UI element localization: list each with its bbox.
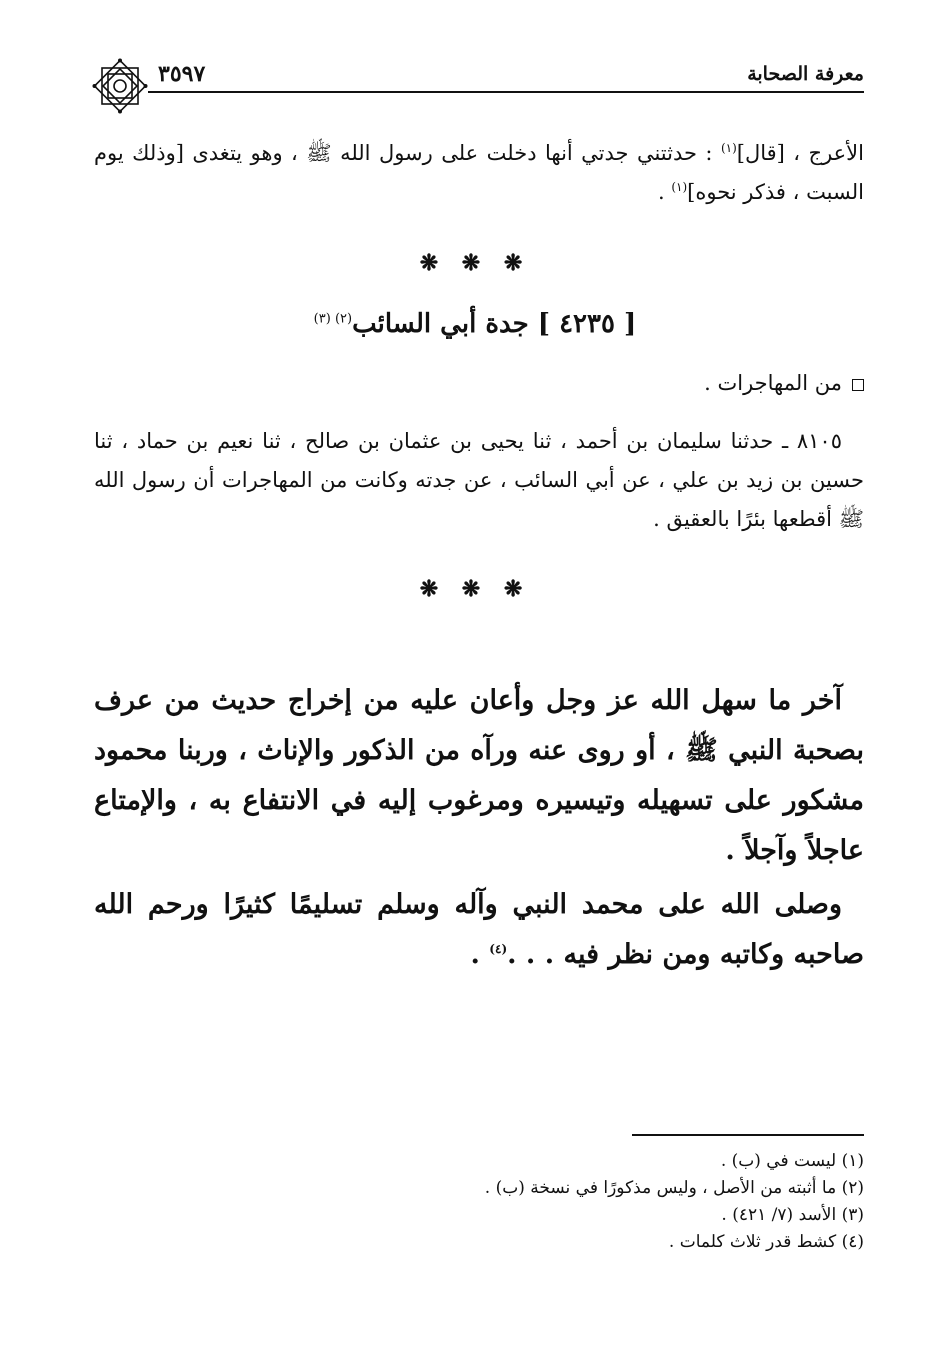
category-text: من المهاجرات . [704,371,842,395]
footnote-ref: (٢) (٣) [313,311,353,327]
running-title: معرفة الصحابة [747,63,864,85]
closing-prayer-text: وصلى الله على محمد النبي وآله وسلم تسليمًا كثيرًا ورحم الله صاحبه وكاتبه ومن نظر فيه . . . [94,889,864,970]
closing-prayer-paragraph [94,880,864,980]
square-bullet-icon [852,379,864,391]
entry-category [704,368,864,398]
paragraph-text: . [657,180,672,204]
footnote-item: (١) ليست في (ب) . [720,1151,864,1171]
footnote-item: (٢) ما أثبته من الأصل ، وليس مذكورًا في نسخة (ب) . [484,1178,864,1198]
paragraph-text: : حدثتني جدتي أنها دخلت على رسول الله ﷺ ، وهو يتغدى [وذلك يوم السبت ، فذكر نحوه] [94,141,864,204]
closing-prayer-end: . [470,939,490,970]
closing-text: آخر ما سهل الله عز وجل وأعان عليه من إخراج حديث من عرف بصحبة النبي ﷺ ، أو روى عنه ورآه من الذكور والإناث ، وربنا محمود مشكور على تسهيله وتيسيره ومرغوب إليه في الانتفاع به ، والإمتاع عاجلاً وآجلاً . [94,685,864,866]
hadith-paragraph [94,422,864,539]
footnote-ref: (١) [720,141,737,155]
continued-paragraph [94,134,864,212]
paragraph-text: الأعرج ، [قال] [736,141,864,165]
footnote-rule [632,1134,864,1136]
page-number: ٣٥٩٧ [158,61,206,87]
footnote-item: (٤) كشط قدر ثلاث كلمات . [668,1232,864,1252]
section-separator: ❋ ❋ ❋ [419,576,531,602]
entry-title-text: [ ٤٢٣٥ ] جدة أبي السائب [352,309,637,339]
octagram-ornament-icon [92,58,148,114]
header-rule [148,91,864,93]
footnotes-list [485,1148,864,1256]
footnote-ref: (١) [671,180,688,194]
footnote-item: (٣) الأسد (٧/ ٤٢١) . [721,1205,864,1225]
hadith-text: ٨١٠٥ ـ حدثنا سليمان بن أحمد ، ثنا يحيى بن عثمان بن صالح ، ثنا نعيم بن حماد ، ثنا حسين بن زيد بن علي ، عن أبي السائب ، عن جدته وكانت من المهاجرات أن رسول الله ﷺ أقطعها بئرًا بالعقيق . [94,429,864,531]
closing-paragraph [94,676,864,876]
entry-title [0,306,950,342]
section-separator: ❋ ❋ ❋ [419,250,531,276]
footnote-ref: (٤) [489,942,508,956]
